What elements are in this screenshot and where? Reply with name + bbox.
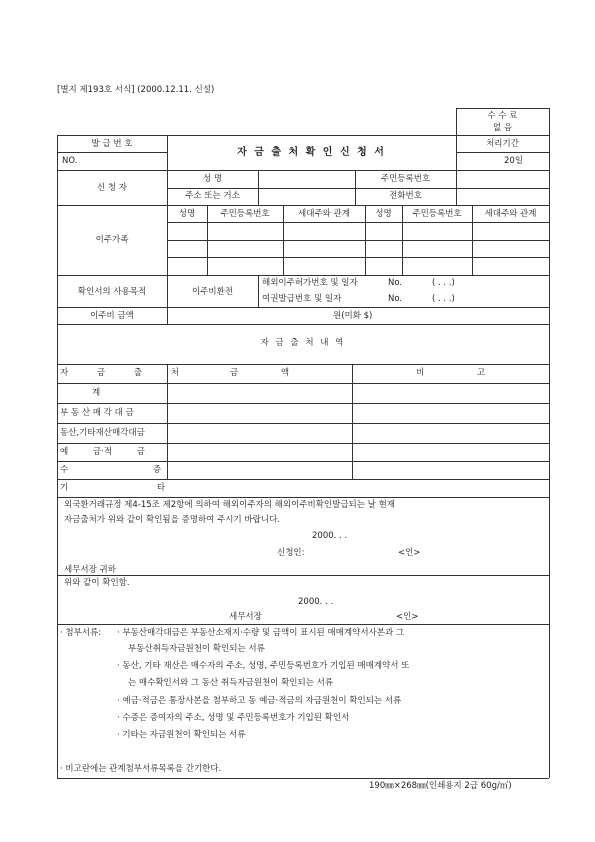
- passport-date: ( . . .): [432, 294, 455, 304]
- details-row-gift: 수 증: [60, 465, 162, 475]
- attachment-item: · 수증은 증여자의 주소, 성명 및 주민등록번호가 기입된 확인서: [117, 713, 350, 723]
- paper-spec: 190㎜×268㎜(인쇄용지 2급 60g/㎡): [369, 781, 512, 791]
- issue-number-label: 발 급 번 호: [91, 139, 133, 149]
- passport-label: 여권발급번호 및 일자: [262, 294, 342, 304]
- permit-date: ( . . .): [432, 278, 455, 288]
- details-row-movables: 동산,기타재산매각대금: [60, 428, 145, 438]
- family-col-name-2: 성명: [375, 209, 392, 219]
- request-text-line1: 외국환거래규정 제4-15조 제2항에 의하여 해외이주자의 해외이주비확인발급되는 날 현재: [64, 500, 396, 510]
- permit-no-label: No.: [388, 278, 403, 288]
- purpose-value: 이주비환전: [191, 287, 234, 297]
- attachment-item: · 동산, 기타 재산은 매수자의 주소, 성명, 주민등록번호가 기입된 매매계약서 또: [117, 661, 410, 671]
- tax-office: 세무서장: [229, 612, 262, 622]
- tax-office-seal: <인>: [396, 612, 419, 622]
- applicant-signature-label: 신청인:: [277, 548, 305, 558]
- family-col-relation-2: 세대주와 관계: [484, 209, 537, 219]
- family-col-resident-2: 주민등록번호: [412, 209, 462, 219]
- name-label: 성 명: [202, 174, 223, 184]
- issue-number-prefix: NO.: [62, 156, 78, 166]
- request-date: 2000. . .: [312, 531, 348, 541]
- amount-label: 이주비 금액: [90, 311, 134, 321]
- confirmation-text: 위와 같이 확인함.: [64, 578, 130, 588]
- family-label: 이주가족: [95, 235, 129, 245]
- address-label: 주소 또는 거소: [185, 191, 240, 201]
- details-col-amount: 금 액: [229, 368, 290, 378]
- resident-number-label: 주민등록번호: [380, 174, 431, 184]
- attachment-item: 는 매수확인서와 그 동산 취득자금원천이 확인되는 서류: [128, 678, 334, 688]
- purpose-label: 확인서의 사용목적: [77, 287, 147, 297]
- family-col-name-1: 성명: [178, 209, 196, 219]
- attachment-item: 부동산취득자금원천이 확인되는 서류: [128, 644, 265, 654]
- fee-value: 없 음: [492, 123, 513, 133]
- phone-label: 전화번호: [389, 191, 422, 201]
- applicant-seal: <인>: [398, 548, 421, 558]
- confirmation-date: 2000. . .: [298, 597, 334, 607]
- remarks-note: · 비고란에는 관계첨부서류목록을 간기한다.: [60, 764, 222, 774]
- details-row-other: 기 타: [60, 483, 166, 493]
- attachment-item: · 부동산매각대금은 부동산소재지·수량 및 금액이 표시된 매매계약서사본과 그: [117, 628, 405, 638]
- details-col-note: 비 고: [415, 368, 486, 378]
- attachments-label: · 첨부서류:: [60, 628, 102, 638]
- emigration-permit-label: 해외이주허가번호 및 일자: [262, 278, 358, 288]
- processing-period-value: 20일: [504, 156, 524, 166]
- applicant-label: 신 청 자: [96, 183, 128, 193]
- details-row-real-estate: 부 동 산 매 각 대 금: [60, 408, 134, 418]
- family-col-relation-1: 세대주와 관계: [298, 209, 350, 219]
- amount-value: 원(미화 $): [333, 311, 373, 321]
- details-row-total: 계: [92, 388, 101, 398]
- form-reference: [별지 제193호 서식] (2000.12.11. 신설): [57, 85, 215, 95]
- attachment-item: · 예금·적금은 통장사본을 첨부하고 동 예금·적금의 자금원천이 확인되는 서류: [117, 696, 402, 706]
- family-col-resident-1: 주민등록번호: [220, 209, 270, 219]
- addressee: 세무서장 귀하: [64, 565, 116, 575]
- details-row-deposits: 예 금·적 금: [60, 447, 145, 457]
- document-title: 자 금 출 처 확 인 신 청 서: [237, 147, 386, 158]
- processing-period-label: 처리기간: [486, 139, 519, 149]
- request-text-line2: 자금출처가 위와 같이 확인됨을 증명하여 주시기 바랍니다.: [64, 515, 280, 525]
- attachment-item: · 기타는 자금원천이 확인되는 서류: [117, 730, 246, 740]
- details-title: 자 금 출 처 내 역: [260, 338, 346, 348]
- fee-label: 수 수 료: [487, 111, 518, 121]
- passport-no-label: No.: [388, 294, 403, 304]
- details-col-source: 자 금 출 처: [60, 368, 192, 378]
